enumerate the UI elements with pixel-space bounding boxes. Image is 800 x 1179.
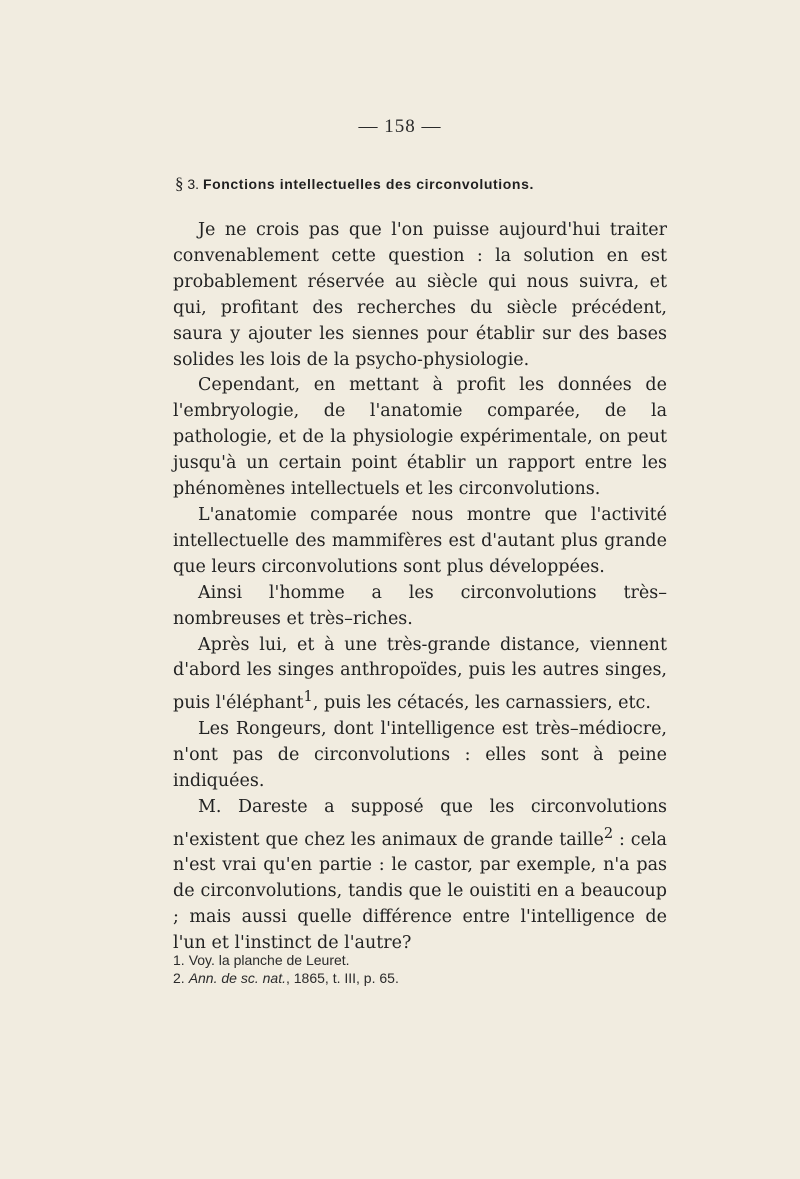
paragraph-2: Cependant, en mettant à profit les données de l'embryologie, de l'anatomie comparée, de la pathologie, et de la physiologie expérimentale, on peut jusqu'à un certain point établir un rapport entre les phénomènes intellectuels et les circonvolutions.: [173, 375, 667, 500]
footnote-2-text: , 1865, t. III, p. 65.: [285, 970, 399, 986]
paragraph-4: Ainsi l'homme a les circonvolutions très–nombreuses et très–riches.: [173, 582, 667, 629]
footnote-1-text: Voy. la planche de Leuret.: [188, 952, 350, 968]
body-text: [173, 218, 667, 957]
footnotes: [173, 951, 667, 987]
section-title: Fonctions intellectuelles des circonvolutions.: [202, 176, 534, 192]
paragraph-7-text-before: M. Dareste a supposé que les circonvolutions n'existent que chez les animaux de grande taille: [173, 796, 667, 850]
footnote-ref-2: 2: [603, 824, 614, 842]
footnote-1-number: 1.: [173, 952, 185, 968]
footnote-ref-1: 1: [303, 688, 313, 706]
paragraph-5-text-before: Après lui, et à une très-grande distance, viennent d'abord les singes anthropoïdes, puis les autres singes, puis l'éléphant: [173, 634, 667, 714]
paragraph-5-text-after: , puis les cétacés, les carnassiers, etc.: [312, 693, 651, 714]
paragraph-7: [173, 795, 667, 957]
footnote-2: [173, 969, 667, 987]
section-heading: [175, 174, 675, 194]
page-number: — 158 —: [358, 116, 442, 137]
paragraph-3: L'anatomie comparée nous montre que l'activité intellectuelle des mammifères est d'autant plus grande que leurs circonvolutions sont plus développées.: [173, 504, 667, 577]
paragraph-5: [173, 633, 667, 718]
paragraph-7-text-after: : cela n'est vrai qu'en partie : le castor, par exemple, n'a pas de circonvolutions, tandis que le ouistiti en a beaucoup ; mais aussi quelle différence entre l'intelligence de l'un et l'instinct de l'autre?: [173, 829, 667, 954]
paragraph-1: Je ne crois pas que l'on puisse aujourd'hui traiter convenablement cette question : la solution en est probablement réservée au siècle qui nous suivra, et qui, profitant des recherches du siècle précédent, saura y ajouter les siennes pour établir sur des bases solides les lois de la psycho-physiologie.: [173, 220, 667, 370]
paragraph-6: Les Rongeurs, dont l'intelligence est très–médiocre, n'ont pas de circonvolutions : elles sont à peine indiquées.: [173, 719, 667, 791]
footnote-2-number: 2.: [173, 970, 185, 986]
section-symbol: §: [175, 174, 184, 193]
footnote-2-journal: Ann. de sc. nat.: [188, 970, 286, 986]
section-number: 3.: [187, 176, 200, 192]
footnote-1: [173, 951, 667, 969]
